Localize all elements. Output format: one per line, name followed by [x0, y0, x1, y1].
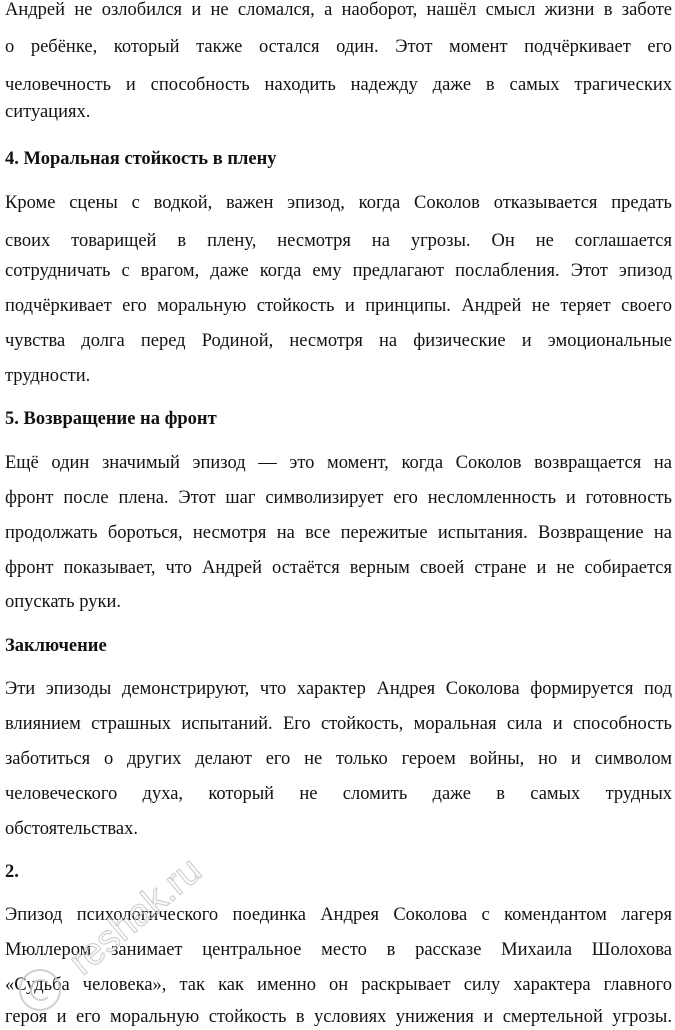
text-line: Эпизод психологического поединка Андрея Соколова с комендантом лагеря — [5, 905, 672, 925]
text-line: фронт показывает, что Андрей остаётся верным своей стране и не собирается — [5, 558, 672, 578]
text-line: своих товарищей в плену, несмотря на угрозы. Он не соглашается — [5, 231, 672, 251]
text-line: заботиться о других делают его не только героем войны, но и символом — [5, 749, 672, 769]
text-line: фронт после плена. Этот шаг символизирует его несломленность и готовность — [5, 488, 672, 508]
text-line: чувства долга перед Родиной, несмотря на физические и эмоциональные — [5, 331, 672, 351]
section-heading-4: 4. Моральная стойкость в плену — [5, 149, 277, 169]
text-line: подчёркивает его моральную стойкость и принципы. Андрей не теряет своего — [5, 296, 672, 316]
text-line: трудности. — [5, 366, 91, 386]
text-line: Андрей не озлобился и не сломался, а наоборот, нашёл смысл жизни в заботе — [5, 0, 672, 20]
text-line: «Судьба человека», так как именно он раскрывает силу характера главного — [5, 975, 672, 995]
text-line: Эти эпизоды демонстрируют, что характер Андрея Соколова формируется под — [5, 679, 672, 699]
text-line: ситуациях. — [5, 102, 91, 122]
section-heading-conclusion: Заключение — [5, 636, 107, 656]
section-heading-2: 2. — [5, 862, 19, 882]
text-line: обстоятельствах. — [5, 819, 138, 839]
text-line: человеческого духа, который не сломить даже в самых трудных — [5, 784, 672, 804]
text-line: опускать руки. — [5, 592, 121, 612]
text-line: влиянием страшных испытаний. Его стойкость, моральная сила и способность — [5, 714, 672, 734]
text-line: героя и его моральную стойкость в условиях унижения и смертельной угрозы. — [5, 1007, 672, 1027]
section-heading-5: 5. Возвращение на фронт — [5, 409, 217, 429]
text-line: о ребёнке, который также остался один. Этот момент подчёркивает его — [5, 37, 672, 57]
text-line: Кроме сцены с водкой, важен эпизод, когда Соколов отказывается предать — [5, 193, 672, 213]
text-line: сотрудничать с врагом, даже когда ему предлагают послабления. Этот эпизод — [5, 261, 672, 281]
watermark-text: reshak.ru — [61, 849, 210, 984]
text-line: человечность и способность находить надежду даже в самых трагических — [5, 75, 672, 95]
text-line: Ещё один значимый эпизод — это момент, когда Соколов возвращается на — [5, 453, 672, 473]
text-line: Мюллером занимает центральное место в рассказе Михаила Шолохова — [5, 940, 672, 960]
text-line: продолжать бороться, несмотря на все пережитые испытания. Возвращение на — [5, 523, 672, 543]
